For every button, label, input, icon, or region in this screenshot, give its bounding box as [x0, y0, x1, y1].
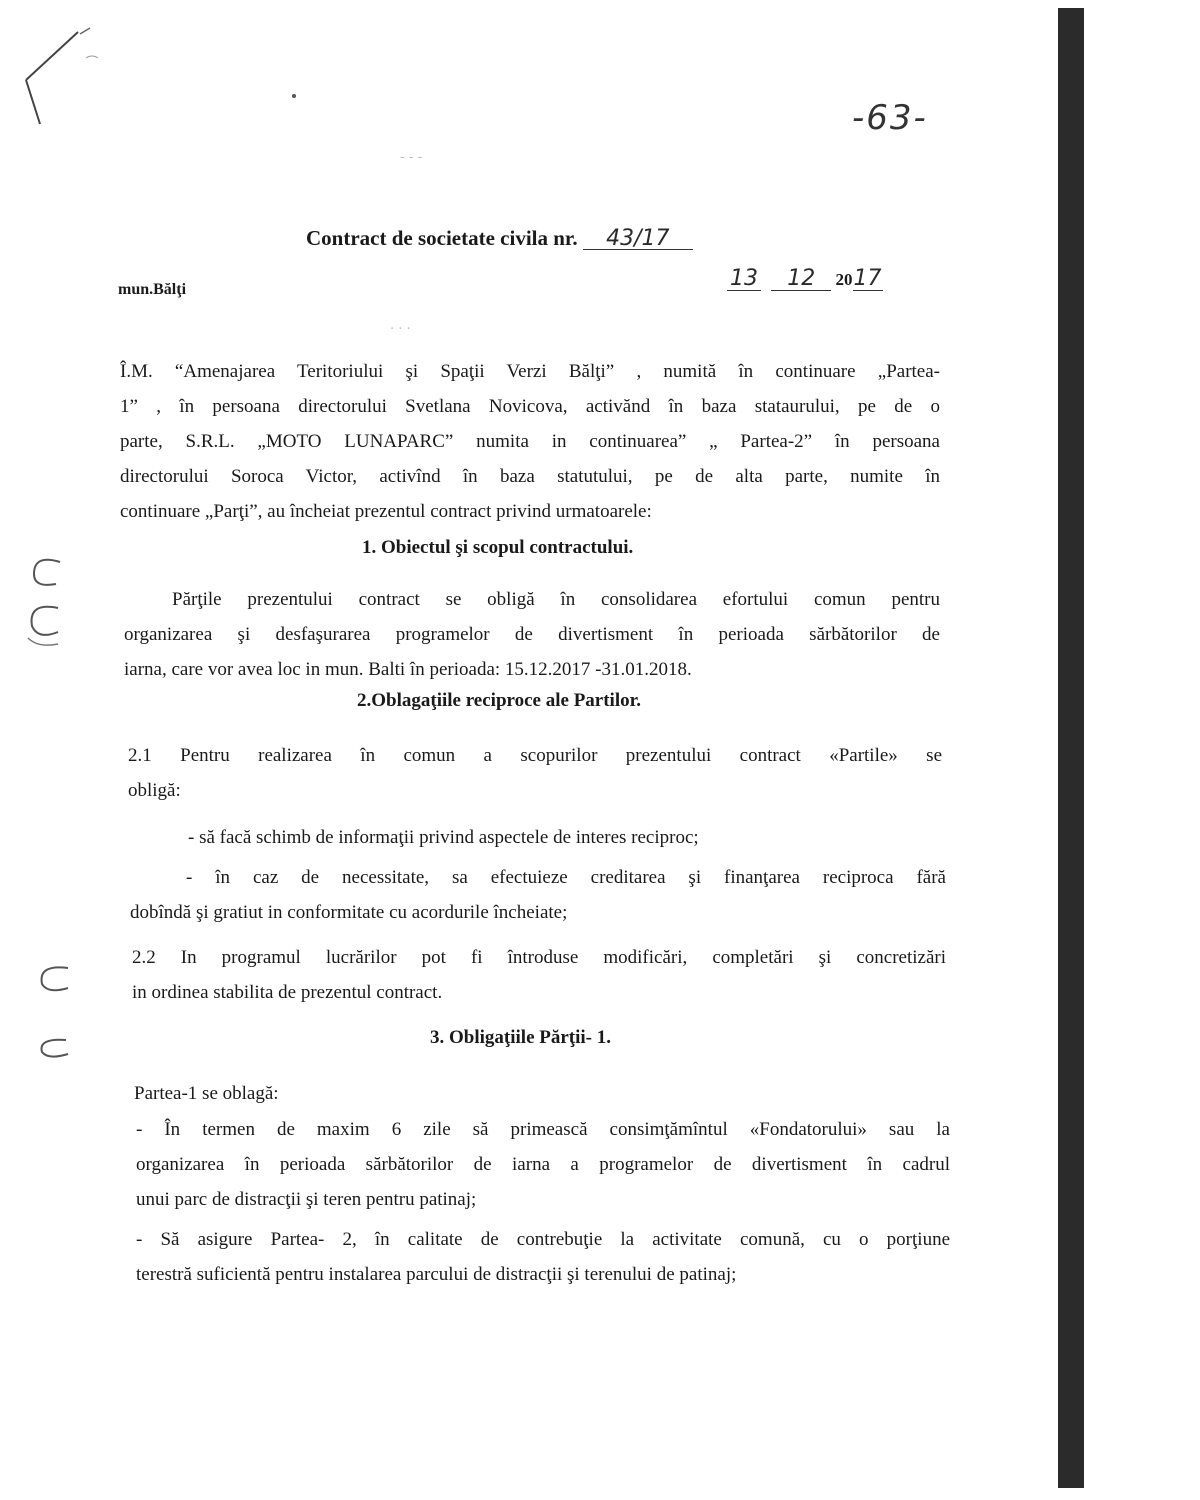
- section-3-item-1: [136, 1112, 950, 1217]
- clause-2-1-line: obligă:: [128, 780, 181, 801]
- section-3-item-line: - În termen de maxim 6 zile să primească consimţămîntul «Fondatorului» sau la: [136, 1119, 950, 1140]
- document-title: [306, 226, 693, 251]
- section-1-line: Părţile prezentului contract se obligă în consolidarea efortului comun pentru: [172, 589, 940, 610]
- section-3-item-line: terestră suficientă pentru instalarea parcului de distracţii şi terenului de patinaj;: [136, 1264, 737, 1285]
- margin-binder-mark: [14, 548, 74, 658]
- section-3-intro: Partea-1 se oblagă:: [134, 1083, 279, 1104]
- bullet-mutual-financing: [130, 860, 946, 930]
- intro-line: Î.M. “Amenajarea Teritoriului şi Spaţii Verzi Bălţi” , numită în continuare „Partea-: [120, 361, 940, 382]
- scan-smudge: · · ·: [390, 322, 411, 337]
- section-3-item-line: organizarea în perioada sărbătorilor de iarna a programelor de divertisment în cadrul: [136, 1154, 950, 1175]
- date-day: 13: [727, 268, 761, 291]
- contract-date: [727, 268, 883, 291]
- clause-2-1: [128, 738, 942, 808]
- intro-paragraph: [120, 354, 940, 529]
- date-year-suffix: 17: [853, 266, 882, 291]
- corner-annotation-mark: [18, 20, 128, 130]
- bullet-line: - în caz de necessitate, sa efectuieze creditarea şi finanţarea reciproca fără: [186, 867, 946, 888]
- title-text: Contract de societate civila nr.: [306, 226, 578, 250]
- intro-line: directorului Soroca Victor, activînd în baza statutului, pe de alta parte, numite în: [120, 466, 940, 487]
- date-year-prefix: 20: [835, 270, 853, 289]
- section-3-heading: 3. Obligaţiile Părţii- 1.: [430, 1027, 612, 1048]
- location-label: mun.Bălţi: [118, 281, 187, 298]
- clause-2-2-line: 2.2 In programul lucrărilor pot fi întroduse modificări, completări şi concretizări: [132, 947, 946, 968]
- section-2-heading: 2.Oblagaţiile reciproce ale Partilor.: [357, 690, 642, 711]
- intro-line: 1” , în persoana directorului Svetlana Novicova, activănd în baza stataurului, pe de o: [120, 396, 940, 417]
- date-month: 12: [771, 268, 831, 291]
- section-3-item-line: - Să asigure Partea- 2, în calitate de contrebuţie la activitate comună, cu o porţiune: [136, 1229, 950, 1250]
- section-1-heading: 1. Obiectul şi scopul contractului.: [362, 537, 634, 558]
- scan-smudge: - - -: [400, 150, 423, 165]
- scan-border: [1058, 8, 1084, 1488]
- margin-binder-mark: [20, 952, 80, 1072]
- bullet-line: - să facă schimb de informaţii privind aspectele de interes reciproc;: [188, 827, 699, 848]
- section-1-line: iarna, care vor avea loc in mun. Balti în perioada: 15.12.2017 -31.01.2018.: [124, 659, 692, 680]
- bullet-line: dobîndă şi gratiut in conformitate cu acordurile încheiate;: [130, 902, 568, 923]
- intro-line: parte, S.R.L. „MOTO LUNAPARC” numita in continuarea” „ Partea-2” în persoana: [120, 431, 940, 452]
- section-1-paragraph: [124, 582, 940, 687]
- section-3-item-line: unui parc de distracţii şi teren pentru patinaj;: [136, 1189, 477, 1210]
- handwritten-page-number: -63-: [852, 98, 928, 138]
- intro-line: continuare „Parţi”, au încheiat prezentul contract privind urmatoarele:: [120, 501, 652, 522]
- bullet-information-exchange: [188, 820, 948, 855]
- contract-number-handwritten: 43/17: [583, 229, 693, 250]
- section-1-line: organizarea şi desfaşurarea programelor de divertisment în perioada sărbătorilor de: [124, 624, 940, 645]
- clause-2-1-line: 2.1 Pentru realizarea în comun a scopurilor prezentului contract «Partile» se: [128, 745, 942, 766]
- section-3-item-2: [136, 1222, 950, 1292]
- clause-2-2-line: in ordinea stabilita de prezentul contract.: [132, 982, 443, 1003]
- clause-2-2: [132, 940, 946, 1010]
- scan-speck: [292, 94, 296, 98]
